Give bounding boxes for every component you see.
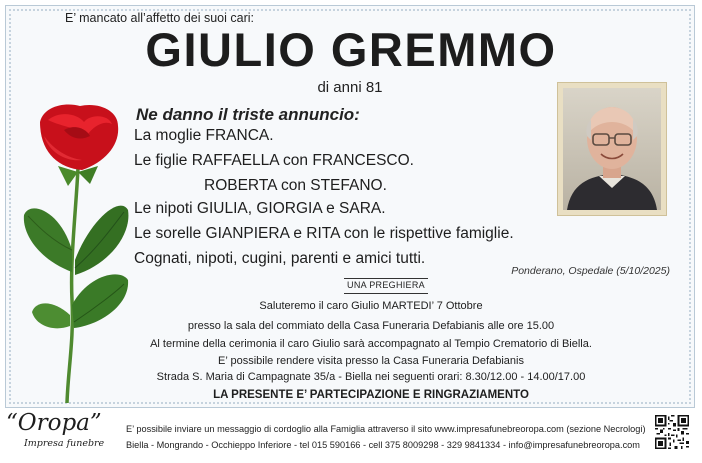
footer-contact-line: Biella - Mongrando - Occhieppo Inferiore - tel 015 590166 - cell 375 8009298 - 329 9841334 - info@impresafunebreoropa.com xyxy=(126,440,640,450)
family-line-relatives: Cognati, nipoti, cugini, parenti e amici tutti. xyxy=(134,250,426,267)
family-line-wife: La moglie FRANCA. xyxy=(134,127,274,144)
footer-condolence-line: E’ possibile inviare un messaggio di cordoglio alla Famiglia attraverso il sito www.impresafunebreoropa.com (sezione Necrologi) xyxy=(126,424,646,434)
family-line-daughter-2: ROBERTA con STEFANO. xyxy=(204,177,387,194)
place-date: Ponderano, Ospedale (5/10/2025) xyxy=(511,265,670,277)
prayer-box xyxy=(344,278,428,294)
portrait-frame xyxy=(557,82,667,216)
announcement-heading: Ne danno il triste annuncio: xyxy=(136,105,360,124)
family-line-sisters: Le sorelle GIANPIERA e RITA con le rispettive famiglie. xyxy=(134,225,514,242)
intro-text: E’ mancato all’affetto dei suoi cari: xyxy=(65,11,254,25)
qr-code-icon[interactable] xyxy=(655,415,689,449)
logo-name: “Oropa” xyxy=(6,410,102,436)
logo-subtitle: Impresa funebre xyxy=(24,438,105,449)
service-line-address: Strada S. Maria di Campagnate 35/a - Biella nei seguenti orari: 8.30/12.00 - 14.00/17.00 xyxy=(156,371,586,383)
service-line-cremation: Al termine della cerimonia il caro Giulio sarà accompagnato al Tempio Crematorio di Biella. xyxy=(150,338,592,350)
family-line-grandchildren: Le nipoti GIULIA, GIORGIA e SARA. xyxy=(134,200,386,217)
service-line-date: Saluteremo il caro Giulio MARTEDI’ 7 Ottobre xyxy=(259,300,483,312)
deceased-name: GIULIO GREMMO xyxy=(145,23,557,76)
family-line-daughters: Le figlie RAFFAELLA con FRANCESCO. xyxy=(134,152,414,169)
service-line-closing: LA PRESENTE E’ PARTECIPAZIONE E RINGRAZIAMENTO xyxy=(213,389,529,401)
prayer-label: UNA PREGHIERA xyxy=(347,280,425,290)
portrait-icon xyxy=(563,88,661,210)
service-line-venue: presso la sala del commiato della Casa Funeraria Defabianis alle ore 15.00 xyxy=(187,320,555,332)
service-line-visit: E’ possibile rendere visita presso la Casa Funeraria Defabianis xyxy=(218,355,524,367)
portrait-photo xyxy=(563,88,661,210)
age-text: di anni 81 xyxy=(317,79,383,96)
